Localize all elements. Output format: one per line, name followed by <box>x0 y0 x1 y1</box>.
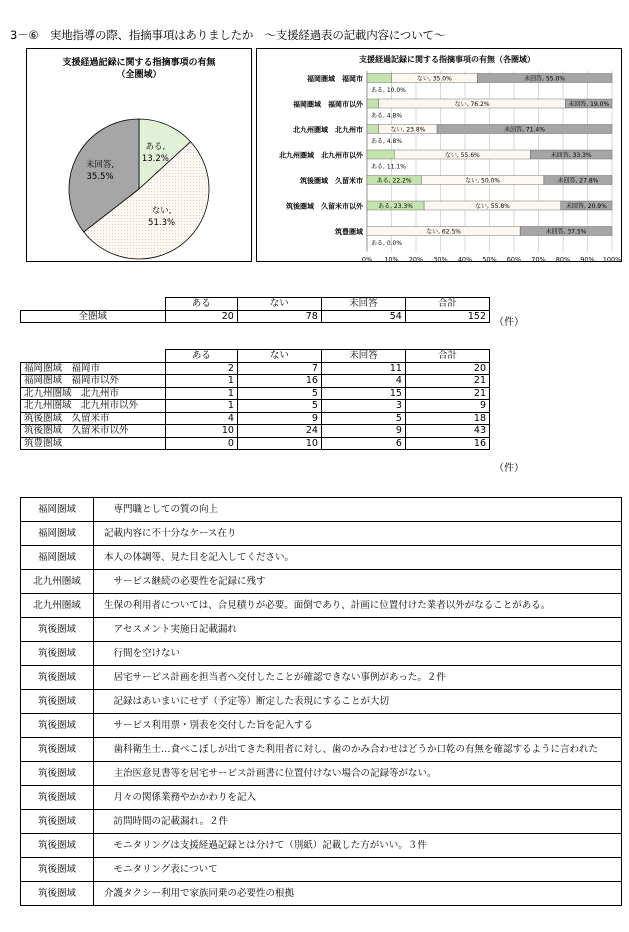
comment-region: 筑後圏域 <box>21 762 94 786</box>
table-cell: 1 <box>165 400 237 413</box>
summary-table-all <box>20 297 490 323</box>
bar-data-label: 未回答, 37.5% <box>545 228 587 236</box>
bar-data-label: ある, 22.2% <box>376 177 412 185</box>
bar-data-label: ある, 4.8% <box>371 138 403 145</box>
table-cell: 2 <box>165 362 237 375</box>
table-cell: 24 <box>237 425 321 438</box>
comment-text: モニタリング表について <box>94 858 622 882</box>
table-header-cell: ない <box>237 298 321 311</box>
table-header-cell: 未回答 <box>321 350 405 363</box>
comment-text: 生保の利用者については、合見積りが必要。面倒であり、計画に位置付けた業者以外がなることがある。 <box>94 594 622 618</box>
pie-chart <box>27 49 251 261</box>
table-row <box>21 362 490 375</box>
list-item <box>21 618 622 642</box>
comment-region: 筑後圏域 <box>21 738 94 762</box>
table-row <box>21 425 490 438</box>
list-item <box>21 762 622 786</box>
pie-label-pct: 51.3% <box>148 217 176 228</box>
bar-category-label: 北九州圏域 北九州市以外 <box>279 151 363 160</box>
table-header-cell: ない <box>237 350 321 363</box>
bar-x-tick-label: 50% <box>482 255 497 261</box>
table-cell: 筑豊圏域 <box>21 437 166 450</box>
comment-region: 筑後圏域 <box>21 786 94 810</box>
table-cell: 78 <box>237 310 321 323</box>
bar-category-label: 筑後圏域 久留米市以外 <box>286 202 363 211</box>
table-cell: 3 <box>321 400 405 413</box>
bar-data-label: ない, 23.8% <box>390 126 426 134</box>
bar-category-label: 北九州圏域 北九州市 <box>293 126 363 134</box>
comment-region: 福岡圏域 <box>21 546 94 570</box>
bar-segment-aru <box>367 150 394 159</box>
table-cell: 1 <box>165 387 237 400</box>
comment-region: 筑後圏域 <box>21 810 94 834</box>
bar-x-tick-label: 60% <box>506 255 522 261</box>
comment-region: 北九州圏域 <box>21 570 94 594</box>
bar-data-label: ない, 76.2% <box>454 101 490 108</box>
page-title: 3－⑥ 実地指導の際、指摘事項はありましたか ～支援経過表の記載内容について～ <box>10 28 446 42</box>
comment-text: 主治医意見書等を居宅サービス計画書に位置付けない場合の記録等がない。 <box>94 762 622 786</box>
comment-region: 筑後圏域 <box>21 690 94 714</box>
table-cell: 0 <box>165 437 237 450</box>
stacked-bar-chart <box>257 49 621 261</box>
table-row <box>21 387 490 400</box>
table-cell: 5 <box>321 412 405 425</box>
comment-text: 介護タクシー利用で家族同乗の必要性の根拠 <box>94 882 622 906</box>
list-item <box>21 810 622 834</box>
table2-unit: （件） <box>494 463 524 474</box>
comment-text: 歯科衛生士…食べこぼしが出てきた利用者に対し、歯のかみ合わせはどうか口乾の有無を確認するように言われた <box>94 738 622 762</box>
bar-category-label: 福岡圏域 福岡市 <box>307 75 363 83</box>
bar-data-label: ある, 11.1% <box>371 163 406 171</box>
bar-x-tick-label: 80% <box>555 255 571 261</box>
bar-data-label: 未回答, 71.4% <box>504 126 545 134</box>
list-item <box>21 594 622 618</box>
table1-unit: （件） <box>494 317 524 328</box>
pie-label-name: ない, <box>151 205 172 216</box>
list-item <box>21 786 622 810</box>
list-item <box>21 882 622 906</box>
bar-data-label: ない, 62.5% <box>426 228 462 236</box>
table-cell: 11 <box>321 362 405 375</box>
table-cell: 4 <box>165 412 237 425</box>
table-header-cell <box>21 298 166 311</box>
bar-x-tick-label: 90% <box>580 255 595 261</box>
comment-text: サービス継続の必要性を記録に残す <box>94 570 622 594</box>
comment-text: 行間を空けない <box>94 642 622 666</box>
comment-text: 訪問時間の記載漏れ。２件 <box>94 810 622 834</box>
list-item <box>21 546 622 570</box>
table-cell: 10 <box>165 425 237 438</box>
table-cell: 筑後圏域 久留米市以外 <box>21 425 166 438</box>
list-item <box>21 666 622 690</box>
comment-region: 福岡圏域 <box>21 522 94 546</box>
table-cell: 16 <box>237 375 321 388</box>
bar-category-label: 福岡圏域 福岡市以外 <box>293 100 363 109</box>
table-row <box>21 437 490 450</box>
comment-region: 筑後圏域 <box>21 714 94 738</box>
list-item <box>21 714 622 738</box>
table-cell: 54 <box>321 310 405 323</box>
comment-text: 居宅サービス計画を担当者へ交付したことが確認できない事例があった。２件 <box>94 666 622 690</box>
list-item <box>21 498 622 522</box>
bar-data-label: ある, 4.8% <box>371 112 403 120</box>
comment-text: 本人の体調等、見た目を記入してください。 <box>94 546 622 570</box>
bar-segment-aru <box>367 99 379 108</box>
comment-region: 筑後圏域 <box>21 618 94 642</box>
list-item <box>21 834 622 858</box>
pie-label-pct: 35.5% <box>86 171 114 182</box>
table-cell: 43 <box>405 425 489 438</box>
bar-data-label: ある, 0.0% <box>371 240 403 247</box>
pie-label-pct: 13.2% <box>141 153 169 164</box>
comment-text: 専門職としての質の向上 <box>94 498 622 522</box>
table-row <box>21 310 490 323</box>
table-header-row <box>21 350 490 363</box>
comment-region: 筑後圏域 <box>21 666 94 690</box>
stacked-bar-chart-panel <box>256 48 622 262</box>
table-cell: 10 <box>237 437 321 450</box>
bar-data-label: ある, 23.3% <box>378 203 413 210</box>
table-cell: 5 <box>237 387 321 400</box>
bar-chart-title: 支援経過記録に関する指摘事項の有無（各圏域） <box>359 55 535 64</box>
bar-x-tick-label: 100% <box>602 255 621 261</box>
bar-category-label: 筑豊圏域 <box>335 228 363 236</box>
table-cell: 北九州圏域 北九州市以外 <box>21 400 166 413</box>
bar-category-label: 筑後圏域 久留米市 <box>300 177 363 185</box>
pie-title-line1: 支援経過記録に関する指摘事項の有無 <box>62 58 216 68</box>
table-cell: 4 <box>321 375 405 388</box>
summary-table-by-region <box>20 349 490 450</box>
comment-text: 月々の関係業務やかかわりを記入 <box>94 786 622 810</box>
table-header-cell: ある <box>165 298 237 311</box>
list-item <box>21 522 622 546</box>
comment-region: 北九州圏域 <box>21 594 94 618</box>
pie-label-name: ある, <box>145 141 166 152</box>
bar-segment-aru <box>367 74 392 83</box>
bar-data-label: ある, 10.0% <box>371 87 406 94</box>
table-cell: 21 <box>405 387 489 400</box>
table-cell: 筑後圏域 久留米市 <box>21 412 166 425</box>
table-cell: 福岡圏域 福岡市以外 <box>21 375 166 388</box>
comment-region: 筑後圏域 <box>21 882 94 906</box>
table-cell: 18 <box>405 412 489 425</box>
bar-data-label: 未回答, 27.8% <box>557 177 599 185</box>
table-cell: 152 <box>405 310 489 323</box>
table-cell: 7 <box>237 362 321 375</box>
table-cell: 15 <box>321 387 405 400</box>
comment-region: 福岡圏域 <box>21 498 94 522</box>
bar-x-tick-label: 20% <box>408 255 424 261</box>
bar-x-tick-label: 30% <box>433 255 448 261</box>
bar-x-tick-label: 10% <box>384 255 399 261</box>
comment-region: 筑後圏域 <box>21 858 94 882</box>
table-cell: 16 <box>405 437 489 450</box>
table-header-row <box>21 298 490 311</box>
bar-x-tick-label: 40% <box>457 255 473 261</box>
table-header-cell <box>21 350 166 363</box>
table-cell: 20 <box>165 310 237 323</box>
table-cell: 9 <box>405 400 489 413</box>
bar-data-label: ない, 35.0% <box>416 75 452 83</box>
pie-title-line2: （全圏域） <box>116 70 162 80</box>
table-cell: 21 <box>405 375 489 388</box>
pie-label-name: 未回答, <box>85 159 115 170</box>
table-cell: 1 <box>165 375 237 388</box>
table-row <box>21 412 490 425</box>
bar-data-label: 未回答, 19.0% <box>568 101 610 108</box>
list-item <box>21 570 622 594</box>
table-cell: 9 <box>321 425 405 438</box>
bar-x-tick-label: 0% <box>361 255 373 261</box>
table-header-cell: 合計 <box>405 350 489 363</box>
table-cell: 20 <box>405 362 489 375</box>
bar-data-label: 未回答, 55.0% <box>524 75 566 83</box>
comment-text: 記載内容に不十分なケース在り <box>94 522 622 546</box>
comments-table <box>20 497 622 906</box>
table-cell: 福岡圏域 福岡市 <box>21 362 166 375</box>
list-item <box>21 858 622 882</box>
table-cell: 全圏域 <box>21 310 166 323</box>
list-item <box>21 642 622 666</box>
table-header-cell: 未回答 <box>321 298 405 311</box>
comment-text: アセスメント実施日記載漏れ <box>94 618 622 642</box>
bar-data-label: 未回答, 33.3% <box>550 152 592 159</box>
table-header-cell: ある <box>165 350 237 363</box>
bar-data-label: 未回答, 20.9% <box>565 203 607 210</box>
comment-region: 筑後圏域 <box>21 834 94 858</box>
table-row <box>21 400 490 413</box>
table-header-cell: 合計 <box>405 298 489 311</box>
table-row <box>21 375 490 388</box>
table-cell: 6 <box>321 437 405 450</box>
comment-region: 筑後圏域 <box>21 642 94 666</box>
bar-data-label: ない, 55.8% <box>474 203 510 210</box>
bar-segment-aru <box>367 125 379 134</box>
list-item <box>21 738 622 762</box>
comment-text: 記録はあいまいにせず（予定等）断定した表現にすることが大切 <box>94 690 622 714</box>
comment-text: サービス利用票・別表を交付した旨を記入する <box>94 714 622 738</box>
pie-chart-panel <box>26 48 252 262</box>
table-cell: 9 <box>237 412 321 425</box>
table-cell: 5 <box>237 400 321 413</box>
bar-x-tick-label: 70% <box>531 255 546 261</box>
comment-text: モニタリングは支援経過記録とは分けて（別紙）記載した方がいい。３件 <box>94 834 622 858</box>
list-item <box>21 690 622 714</box>
table-cell: 北九州圏域 北九州市 <box>21 387 166 400</box>
bar-data-label: ない, 50.0% <box>465 177 501 185</box>
bar-data-label: ない, 55.6% <box>444 152 480 159</box>
